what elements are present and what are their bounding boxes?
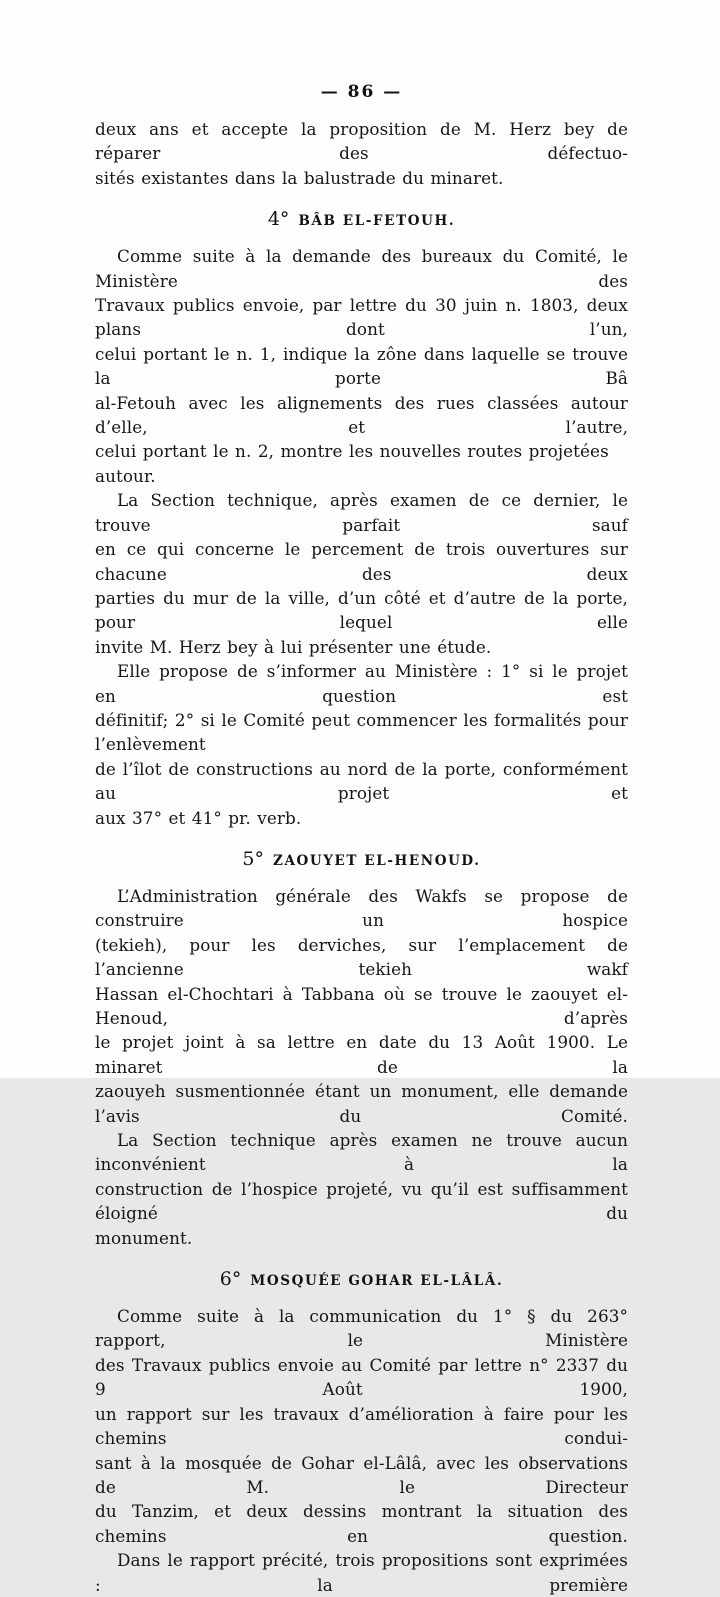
paragraph [95, 1128, 628, 1250]
text-line: (tekieh), pour les derviches, sur l’emplacement de l’ancienne tekieh wakf [95, 934, 628, 980]
text-line: deux ans et accepte la proposition de M. Herz bey de réparer des défectuo- [95, 119, 628, 164]
text-line: de l’îlot de constructions au nord de la porte, conformément au projet et [95, 758, 628, 804]
section-heading-title: BÂB EL-FETOUH. [298, 213, 456, 230]
text-line: construction de l’hospice projeté, vu qu’il est suffisamment éloigné du [95, 1178, 628, 1224]
text-line: Dans le rapport précité, trois propositions sont exprimées : la première [95, 1550, 628, 1595]
text-line: sant à la mosquée de Gohar el-Lâlâ, avec les observations de M. le Directeur [95, 1452, 628, 1497]
text-line: définitif; 2° si le Comité peut commencer les formalités pour l’enlèvement [95, 709, 628, 755]
section-heading [95, 847, 628, 873]
paragraph [95, 488, 628, 659]
section-heading [95, 207, 628, 233]
page-body [95, 117, 628, 1597]
text-line: al-Fetouh avec les alignements des rues classées autour d’elle, et l’autre, [95, 392, 628, 438]
text-line: le projet joint à sa lettre en date du 13 Août 1900. Le minaret de la [95, 1032, 628, 1077]
text-line: du Tanzim, et deux dessins montrant la situation des chemins en question. [95, 1501, 628, 1546]
page-content [95, 82, 628, 1597]
section-heading [95, 1267, 628, 1293]
text-line: celui portant le n. 1, indique la zône dans laquelle se trouve la porte Bâ [95, 343, 628, 389]
text-line: sités existantes dans la balustrade du minaret. [95, 167, 504, 188]
text-line: Elle propose de s’informer au Ministère : 1° si le projet en question est [95, 661, 628, 706]
section-heading-number: 6° [219, 1268, 242, 1291]
text-line: Comme suite à la communication du 1° § du 263° rapport, le Ministère [95, 1306, 628, 1351]
text-line: La Section technique, après examen de ce dernier, le trouve parfait sauf [95, 490, 628, 535]
text-line: L’Administration générale des Wakfs se propose de construire un hospice [95, 885, 628, 931]
section-heading-title: MOSQUÉE GOHAR EL-LÂLÂ. [250, 1273, 504, 1290]
text-line: Comme suite à la demande des bureaux du Comité, le Ministère des [95, 246, 628, 291]
text-line: un rapport sur les travaux d’amélioration à faire pour les chemins condui- [95, 1403, 628, 1449]
section-heading-title: ZAOUYET EL-HENOUD. [273, 852, 481, 869]
text-line: celui portant le n. 2, montre les nouvelles routes projetées autour. [95, 441, 609, 486]
text-line: des Travaux publics envoie au Comité par lettre n° 2337 du 9 Août 1900, [95, 1354, 628, 1400]
paragraph [95, 659, 628, 830]
text-line: en ce qui concerne le percement de trois ouvertures sur chacune des deux [95, 539, 628, 584]
section-heading-number: 4° [267, 208, 290, 231]
page-number: — 86 — [320, 82, 403, 102]
text-line: monument. [95, 1227, 193, 1248]
paragraph [95, 1304, 628, 1548]
paragraph [95, 1548, 628, 1597]
text-line: Hassan el-Chochtari à Tabbana où se trouve le zaouyet el-Henoud, d’après [95, 983, 628, 1028]
paragraph [95, 244, 628, 488]
text-line: invite M. Herz bey à lui présenter une étude. [95, 636, 492, 657]
text-line: aux 37° et 41° pr. verb. [95, 807, 302, 828]
paragraph [95, 117, 628, 190]
text-line: Travaux publics envoie, par lettre du 30 juin n. 1803, deux plans dont l’un, [95, 295, 628, 340]
section-heading-number: 5° [242, 847, 264, 870]
text-line: La Section technique après examen ne trouve aucun inconvénient à la [95, 1130, 628, 1175]
text-line: parties du mur de la ville, d’un côté et d’autre de la porte, pour lequel elle [95, 587, 628, 633]
paragraph [95, 884, 628, 1128]
text-line: zaouyeh susmentionnée étant un monument, elle demande l’avis du Comité. [95, 1081, 628, 1126]
